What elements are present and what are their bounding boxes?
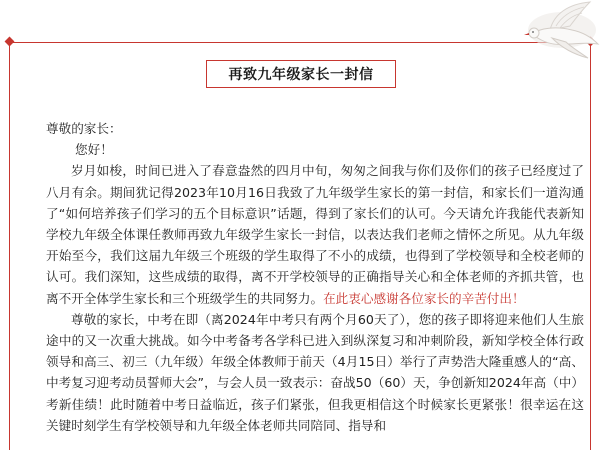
paragraph-1-highlight: 在此衷心感谢各位家长的辛苦付出！ [323, 290, 525, 306]
frame-right-border [590, 42, 591, 450]
paragraph-1-text: 岁月如梭，时间已进入了春意盎然的四月中旬，匆匆之间我与你们及你们的孩子已经度过了八月有余。期间犹记得2023年10月16日我致了九年级学生家长的第一封信，和家长们一道沟通了“如何培养孩子们学习的五个目标意识”话题，得到了家长们的认可。今天请允许我能代表新知学校九年级全体课任教师再致九年级学生家长一封信，以表达我们老师之情怀之所见。从九年级开始至今，我们这届九年级三个班级的学生取得了不小的成绩，也得到了学校领导和全校老师的认可。我们深知，这些成绩的取得，离不开学校领导的正确指导关心和全体老师的齐抓共管，也离不开全体学生家长和三个班级学生的共同努力。 [46, 163, 584, 306]
greeting: 您好！ [75, 142, 113, 158]
letter-body [46, 118, 584, 436]
frame-left-border [9, 42, 10, 450]
paragraph-2 [46, 309, 584, 436]
dove-icon [510, 0, 600, 62]
salutation: 尊敬的家长： [46, 121, 122, 136]
paragraph-2-text: 尊敬的家长，中考在即（离2024年中考只有两个月60天了），您的孩子即将迎来他们人生旅途中的又一次重大挑战。如今中考备考各学科已进入到纵深复习和冲刺阶段，新知学校全体行政领导和高三、初三（九年级）年级全体教师于前天（4月15日）举行了声势浩大隆重感人的“高、中考复习迎考动员誓师大会”，与会人员一致表示：奋战50（60）天，争创新知2024年高（中）考新佳绩！此时随着中考日益临近，孩子们紧张，但我更相信这个时候家长更紧张！很幸运在这关键时刻学生有学校领导和九年级全体老师共同陪同、指导和 [46, 311, 584, 433]
letter-title: 再致九年级家长一封信 [206, 60, 396, 88]
paragraph-1 [46, 160, 584, 308]
frame-top-border [9, 42, 591, 43]
corner-ornament-left [5, 37, 15, 47]
